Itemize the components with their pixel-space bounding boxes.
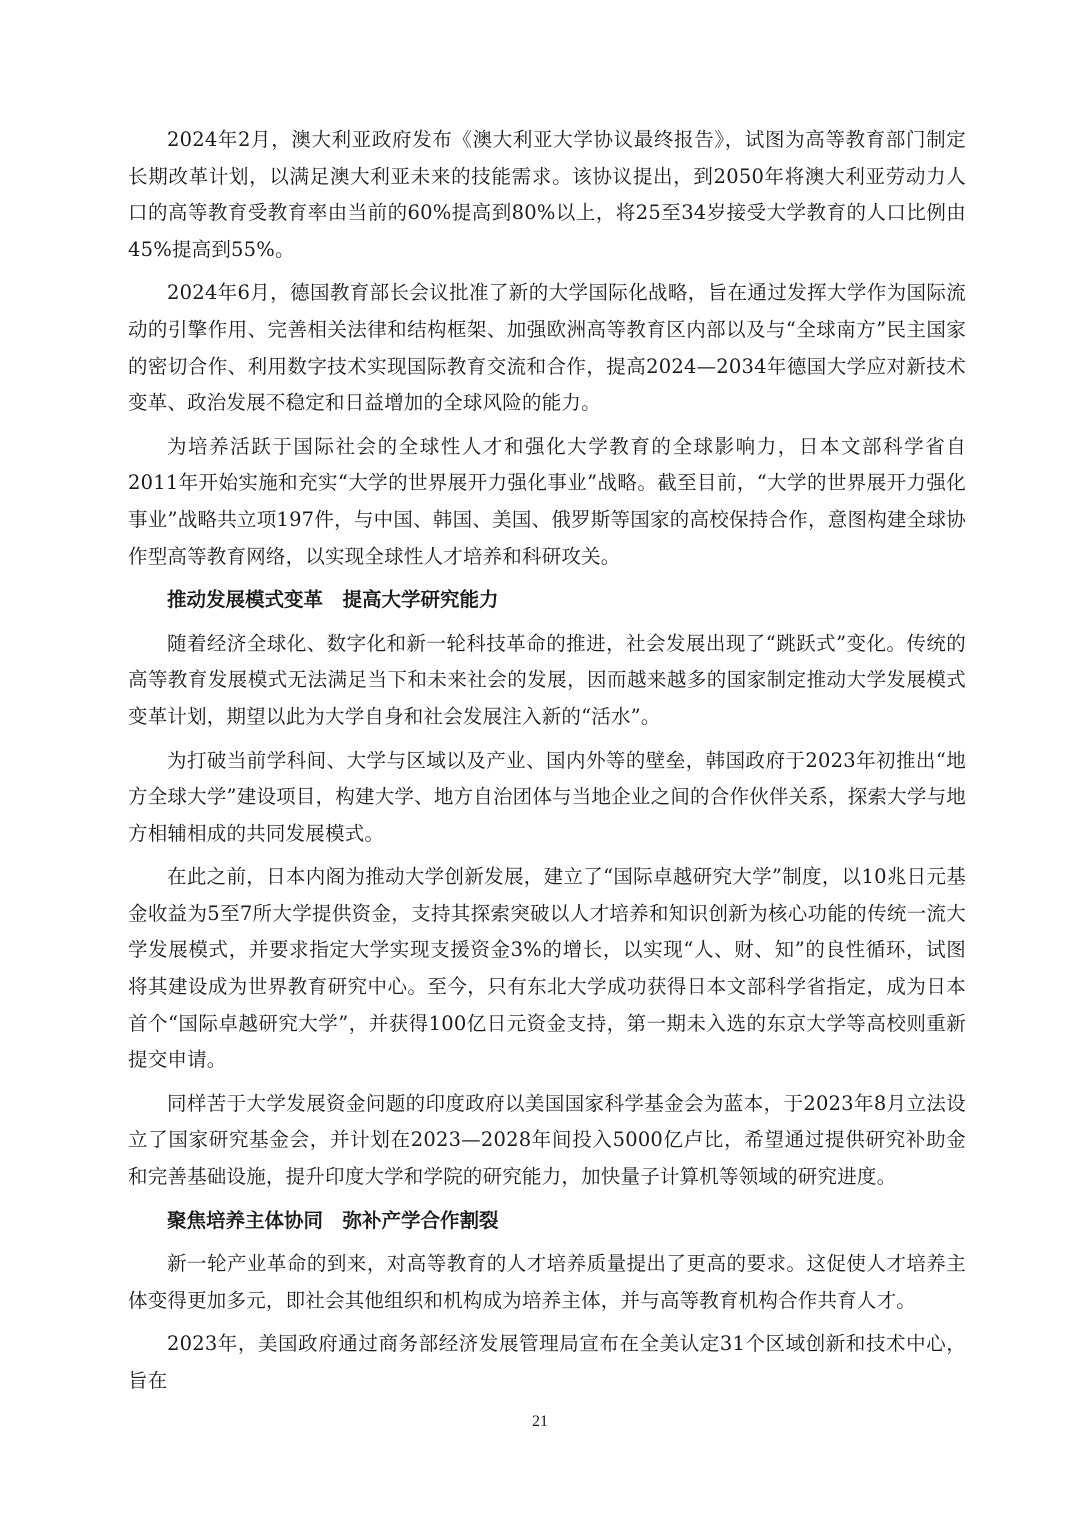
document-body bbox=[128, 122, 966, 1407]
paragraph-australia: 2024年2月，澳大利亚政府发布《澳大利亚大学协议最终报告》，试图为高等教育部门制定长期改革计划，以满足澳大利亚未来的技能需求。该协议提出，到2050年将澳大利亚劳动力人口的高等教育受教育率由当前的60%提高到80%以上，将25至34岁接受大学教育的人口比例由45%提高到55%。 bbox=[128, 128, 966, 261]
paragraph-india: 同样苦于大学发展资金问题的印度政府以美国国家科学基金会为蓝本，于2023年8月立法设立了国家研究基金会，并计划在2023—2028年间投入5000亿卢比，希望通过提供研究补助金和完善基础设施，提升印度大学和学院的研究能力，加快量子计算机等领域的研究进度。 bbox=[128, 1091, 966, 1189]
paragraph-japan-global: 为培养活跃于国际社会的全球性人才和强化大学教育的全球影响力，日本文部科学省自2011年开始实施和充实“大学的世界展开力强化事业”战略。截至目前，“大学的世界展开力强化事业”战略共立项197件，与中国、韩国、美国、俄罗斯等国家的高校保持合作，意图构建全球协作型高等教育网络，以实现全球性人才培养和科研攻关。 bbox=[128, 434, 966, 568]
paragraph-germany: 2024年6月，德国教育部长会议批准了新的大学国际化战略，旨在通过发挥大学作为国际流动的引擎作用、完善相关法律和结构框架、加强欧洲高等教育区内部以及与“全球南方”民主国家的密切合作、利用数字技术实现国际教育交流和合作，提高2024—2034年德国大学应对新技术变革、政治发展不稳定和日益增加的全球风险的能力。 bbox=[128, 281, 966, 415]
paragraph-japan-research: 在此之前，日本内阁为推动大学创新发展，建立了“国际卓越研究大学”制度，以10兆日元基金收益为5至7所大学提供资金，支持其探索突破以人才培养和知识创新为核心功能的传统一流大学发展模式，并要求指定大学实现支援资金3%的增长，以实现“人、财、知”的良性循环，试图将其建设成为世界教育研究中心。至今，只有东北大学成功获得日本文部科学省指定，成为日本首个“国际卓越研究大学”，并获得100亿日元资金支持，第一期未入选的东京大学等高校则重新提交申请。 bbox=[128, 865, 966, 1072]
page-number: 21 bbox=[532, 1413, 548, 1430]
section-heading-development-model: 推动发展模式变革 提高大学研究能力 bbox=[167, 588, 499, 612]
paragraph-korea: 为打破当前学科间、大学与区域以及产业、国内外等的壁垒，韩国政府于2023年初推出“地方全球大学”建设项目，构建大学、地方自治团体与当地企业之间的合作伙伴关系，探索大学与地方相辅相成的共同发展模式。 bbox=[128, 748, 966, 845]
paragraph-cooperation-intro: 新一轮产业革命的到来，对高等教育的人才培养质量提出了更高的要求。这促使人才培养主体变得更加多元，即社会其他组织和机构成为培养主体，并与高等教育机构合作共育人才。 bbox=[128, 1252, 966, 1312]
section-heading-cooperation: 聚焦培养主体协同 弥补产学合作割裂 bbox=[167, 1208, 499, 1232]
paragraph-usa: 2023年，美国政府通过商务部经济发展管理局宣布在全美认定31个区域创新和技术中心，旨在 bbox=[128, 1332, 966, 1392]
paragraph-development-model-intro: 随着经济全球化、数字化和新一轮科技革命的推进，社会发展出现了“跳跃式”变化。传统的高等教育发展模式无法满足当下和未来社会的发展，因而越来越多的国家制定推动大学发展模式变革计划，期望以此为大学自身和社会发展注入新的“活水”。 bbox=[128, 631, 966, 728]
